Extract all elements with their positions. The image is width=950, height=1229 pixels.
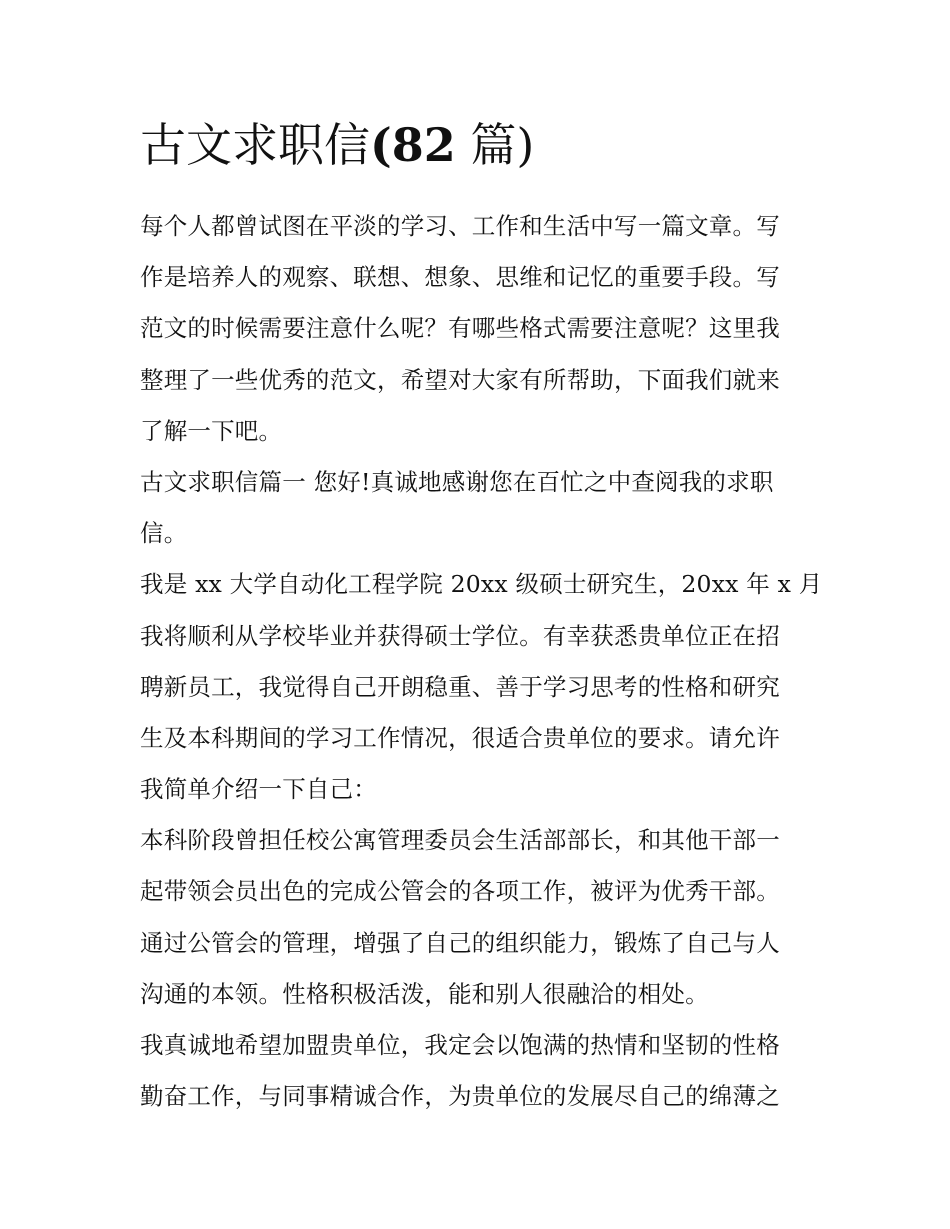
text-line: 作是培养人的观察、联想、想象、思维和记忆的重要手段。写 [140,263,780,292]
body-paragraph [140,815,815,1020]
title-suffix: 篇) [470,118,535,172]
body-paragraph [140,201,815,457]
body-paragraph [140,1020,815,1122]
text-line: 通过公管会的管理，增强了自己的组织能力，锻炼了自己与人 [140,928,780,957]
text-line: 勤奋工作，与同事精诚合作，为贵单位的发展尽自己的绵薄之 [140,1082,780,1111]
text-line: 生及本科期间的学习工作情况，很适合贵单位的要求。请允许 [140,723,780,752]
document-content [140,112,823,1122]
text-line: 整理了一些优秀的范文，希望对大家有所帮助，下面我们就来 [140,365,780,394]
text-line: 我真诚地希望加盟贵单位，我定会以饱满的热情和坚韧的性格 [140,1031,780,1059]
title-count: (82 [370,118,456,172]
text-line: 我是 xx 大学自动化工程学院 20xx 级硕士研究生，20xx 年 x 月 [140,570,823,599]
text-line: 沟通的本领。性格积极活泼，能和别人很融洽的相处。 [140,979,709,1008]
text-line: 每个人都曾试图在平淡的学习、工作和生活中写一篇文章。写 [140,212,780,240]
text-line: 了解一下吧。 [140,416,283,445]
title-prefix: 古文求职信 [140,118,370,172]
text-line: 聘新员工，我觉得自己开朗稳重、善于学习思考的性格和研究 [140,672,780,701]
body-paragraph [140,559,823,815]
text-line: 范文的时候需要注意什么呢？有哪些格式需要注意呢？这里我 [140,314,780,343]
text-line: 古文求职信篇一 您好!真诚地感谢您在百忙之中查阅我的求职 [140,467,774,496]
text-line: 我简单介绍一下自己： [140,775,377,804]
text-line: 我将顺利从学校毕业并获得硕士学位。有幸获悉贵单位正在招 [140,621,780,650]
text-line: 起带领会员出色的完成公管会的各项工作，被评为优秀干部。 [140,877,780,906]
document-body [140,201,823,1122]
text-line: 本科阶段曾担任校公寓管理委员会生活部部长，和其他干部一 [140,826,780,855]
text-line: 信。 [140,519,188,548]
document-title [140,112,815,178]
body-paragraph [140,457,815,559]
